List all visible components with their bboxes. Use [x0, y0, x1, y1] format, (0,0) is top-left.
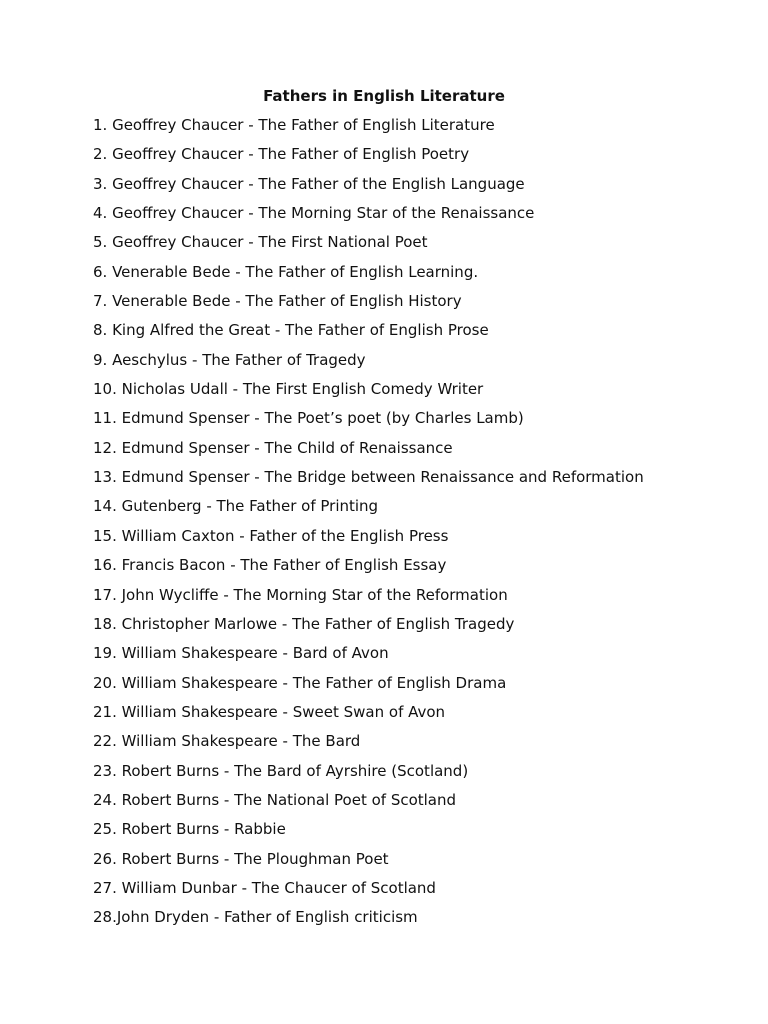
list-item: 17. John Wycliffe - The Morning Star of the Reformation	[93, 585, 508, 604]
list-item: 8. King Alfred the Great - The Father of English Prose	[93, 321, 489, 340]
list-item: 28.John Dryden - Father of English criticism	[93, 908, 418, 927]
list-item: 4. Geoffrey Chaucer - The Morning Star of the Renaissance	[93, 204, 535, 223]
list-item: 18. Christopher Marlowe - The Father of English Tragedy	[93, 614, 515, 633]
list-item: 15. William Caxton - Father of the English Press	[93, 526, 449, 545]
list-item: 19. William Shakespeare - Bard of Avon	[93, 644, 389, 663]
list-item: 13. Edmund Spenser - The Bridge between Renaissance and Reformation	[93, 468, 644, 487]
list-item: 20. William Shakespeare - The Father of English Drama	[93, 673, 507, 692]
list-item: 23. Robert Burns - The Bard of Ayrshire (Scotland)	[93, 761, 469, 780]
list-item: 2. Geoffrey Chaucer - The Father of English Poetry	[93, 145, 470, 164]
document-title: Fathers in English Literature	[263, 87, 505, 105]
list-item: 16. Francis Bacon - The Father of English Essay	[93, 556, 447, 575]
list-item: 5. Geoffrey Chaucer - The First National Poet	[93, 233, 428, 252]
list-item: 3. Geoffrey Chaucer - The Father of the English Language	[93, 174, 525, 193]
list-item: 6. Venerable Bede - The Father of English Learning.	[93, 262, 479, 281]
list-item: 24. Robert Burns - The National Poet of Scotland	[93, 790, 457, 809]
list-item: 12. Edmund Spenser - The Child of Renaissance	[93, 438, 453, 457]
list-item: 10. Nicholas Udall - The First English Comedy Writer	[93, 380, 484, 399]
list-item: 14. Gutenberg - The Father of Printing	[93, 497, 379, 516]
list-item: 22. William Shakespeare - The Bard	[93, 732, 361, 751]
fathers-list	[93, 115, 644, 937]
list-item: 11. Edmund Spenser - The Poet’s poet (by Charles Lamb)	[93, 409, 524, 428]
list-item: 27. William Dunbar - The Chaucer of Scotland	[93, 878, 436, 897]
list-item: 9. Aeschylus - The Father of Tragedy	[93, 350, 366, 369]
list-item: 26. Robert Burns - The Ploughman Poet	[93, 849, 389, 868]
list-item: 25. Robert Burns - Rabbie	[93, 820, 286, 839]
list-item: 21. William Shakespeare - Sweet Swan of Avon	[93, 702, 446, 721]
list-item: 1. Geoffrey Chaucer - The Father of English Literature	[93, 116, 495, 134]
list-item: 7. Venerable Bede - The Father of English History	[93, 292, 462, 311]
